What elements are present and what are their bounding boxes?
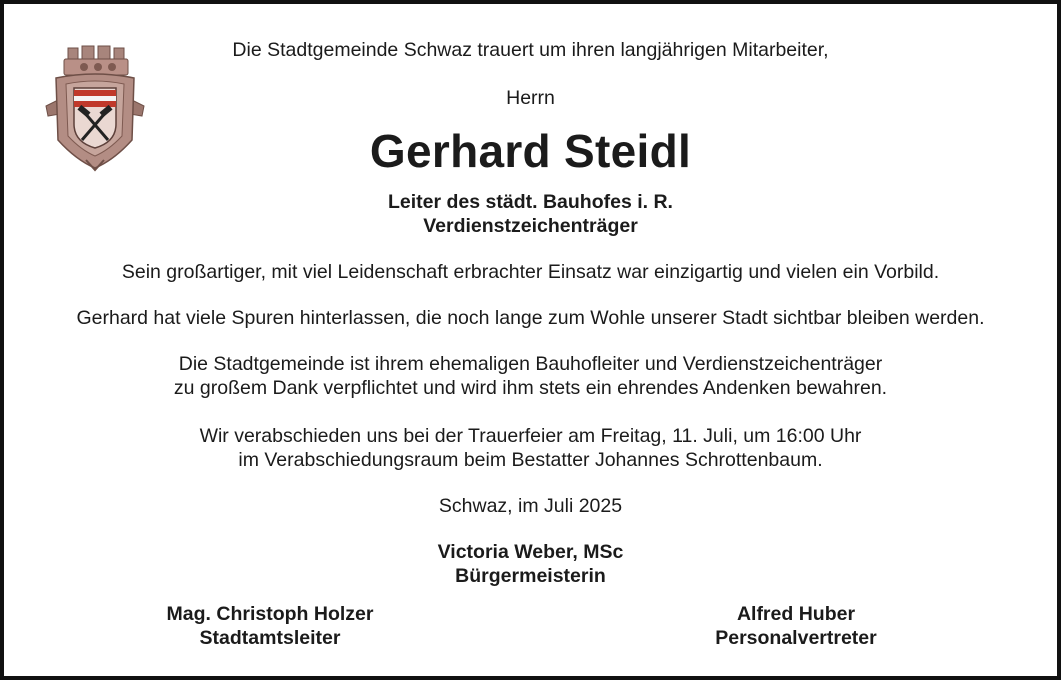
signature-right-name: Alfred Huber bbox=[736, 603, 856, 625]
paragraph-4-line-2: im Verabschiedungsraum beim Bestatter Johannes Schrottenbaum. bbox=[238, 449, 823, 471]
paragraph-3-line-1: Die Stadtgemeinde ist ihrem ehemaligen Bauhofleiter und Verdienstzeichenträger bbox=[178, 353, 883, 375]
paragraph-4-line-1: Wir verabschieden uns bei der Trauerfeier am Freitag, 11. Juli, um 16:00 Uhr bbox=[199, 425, 862, 447]
mayor-role: Bürgermeisterin bbox=[455, 565, 606, 587]
mayor-name: Victoria Weber, MSc bbox=[437, 541, 624, 563]
place-date: Schwaz, im Juli 2025 bbox=[438, 495, 623, 517]
deceased-title-line-1: Leiter des städt. Bauhofes i. R. bbox=[388, 191, 673, 213]
paragraph-2: Gerhard hat viele Spuren hinterlassen, die noch lange zum Wohle unserer Stadt sichtbar bleiben werden. bbox=[76, 307, 985, 329]
signature-left bbox=[110, 602, 430, 650]
paragraph-3-line-2: zu großem Dank verpflichtet und wird ihm stets ein ehrendes Andenken bewahren. bbox=[173, 377, 888, 399]
paragraph-1: Sein großartiger, mit viel Leidenschaft erbrachter Einsatz war einzigartig und vielen ein Vorbild. bbox=[121, 261, 940, 283]
signature-left-name: Mag. Christoph Holzer bbox=[166, 603, 374, 625]
salutation: Herrn bbox=[506, 87, 555, 109]
deceased-name: Gerhard Steidl bbox=[369, 125, 692, 177]
signature-left-role: Stadtamtsleiter bbox=[199, 627, 341, 649]
intro-text: Die Stadtgemeinde Schwaz trauert um ihren langjährigen Mitarbeiter, bbox=[232, 39, 829, 61]
signature-right bbox=[636, 602, 956, 650]
deceased-title-line-2: Verdienstzeichenträger bbox=[423, 215, 638, 237]
signature-right-role: Personalvertreter bbox=[715, 627, 877, 649]
